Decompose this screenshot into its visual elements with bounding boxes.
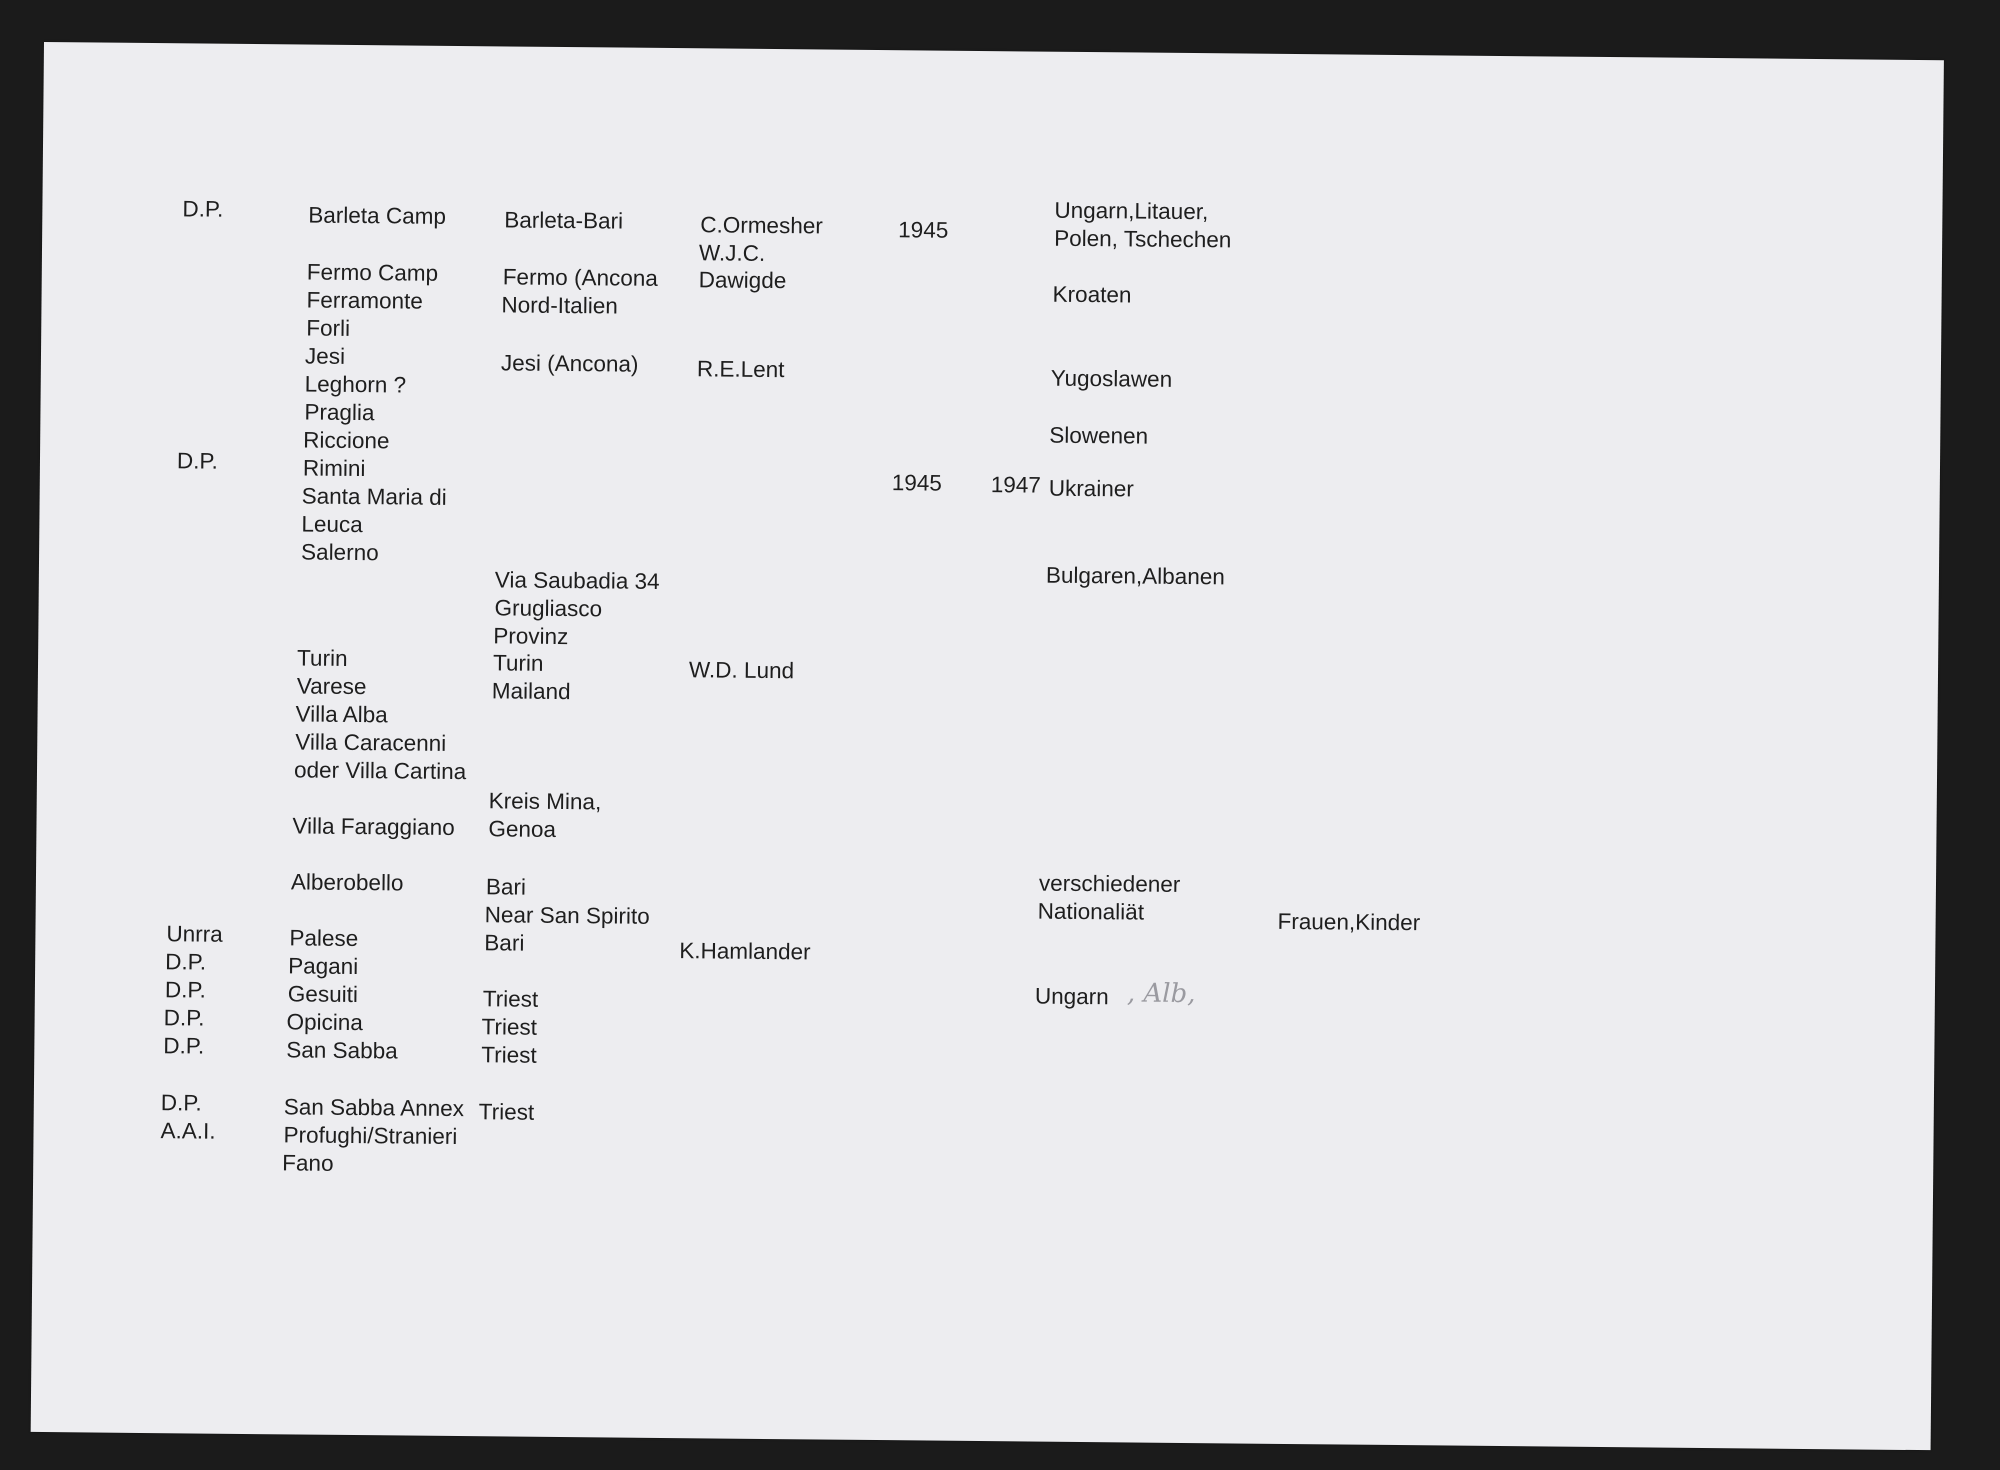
table-cell: Villa Faraggiano	[292, 813, 455, 840]
table-cell: Bari	[485, 874, 527, 900]
table-cell: C.Ormesher	[700, 212, 823, 239]
table-cell: verschiedener	[1038, 870, 1181, 897]
table-cell: Unrra	[166, 921, 223, 947]
table-cell: Turin	[492, 650, 544, 676]
table-cell: Opicina	[286, 1009, 364, 1036]
table-cell: D.P.	[165, 949, 207, 975]
table-cell: Santa Maria di	[301, 483, 447, 510]
table-cell: Via Saubadia 34	[494, 567, 660, 594]
table-cell: Fano	[282, 1150, 334, 1176]
table-cell: Frauen,Kinder	[1277, 908, 1421, 936]
table-cell: A.A.I.	[160, 1118, 216, 1144]
table-cell: San Sabba	[286, 1037, 398, 1064]
table-cell: R.E.Lent	[696, 356, 785, 383]
table-cell: Barleta-Bari	[504, 207, 624, 234]
table-cell: Fermo (Ancona	[502, 264, 658, 291]
table-cell: 1945	[891, 470, 942, 496]
table-cell: Profughi/Stranieri	[283, 1122, 458, 1150]
table-cell: Triest	[478, 1099, 535, 1125]
table-cell: Mailand	[491, 678, 571, 705]
table-cell: Riccione	[303, 427, 390, 454]
table-cell: Genoa	[488, 816, 557, 842]
table-cell: Nationaliät	[1037, 898, 1145, 925]
table-cell: Leghorn ?	[304, 371, 407, 398]
table-cell: Kreis Mina,	[488, 788, 602, 815]
table-cell: Bulgaren,Albanen	[1045, 562, 1225, 590]
table-cell: Pagani	[288, 953, 359, 980]
table-cell: Fermo Camp	[306, 259, 439, 286]
table-cell: K.Hamlander	[679, 938, 811, 965]
table-cell: Polen, Tschechen	[1054, 225, 1232, 253]
table-cell: Palese	[289, 925, 359, 952]
table-cell: D.P.	[176, 448, 218, 474]
table-cell: Villa Caracenni	[295, 729, 447, 756]
table-cell: W.D. Lund	[688, 657, 795, 684]
table-cell: Praglia	[304, 399, 375, 426]
table-cell: Yugoslawen	[1050, 365, 1173, 392]
table-cell: Near San Spirito	[484, 902, 650, 929]
table-cell: Salerno	[300, 539, 379, 566]
table-cell: W.J.C.	[698, 240, 766, 266]
table-cell: Forli	[306, 315, 351, 341]
table-cell: Barleta Camp	[308, 202, 447, 229]
table-cell: Turin	[296, 645, 348, 671]
table-cell: Varese	[296, 673, 367, 700]
table-cell: D.P.	[182, 196, 224, 222]
table-cell: D.P.	[164, 977, 206, 1003]
table-cell: Alberobello	[290, 869, 404, 896]
table-cell: Kroaten	[1052, 281, 1132, 308]
table-cell: Ferramonte	[306, 287, 423, 314]
table-cell: 1947	[990, 472, 1041, 498]
table-cell: Ukrainer	[1048, 475, 1134, 502]
table-cell: Slowenen	[1049, 422, 1149, 449]
table-cell: Triest	[481, 1014, 538, 1040]
table-cell: Rimini	[302, 455, 366, 482]
table-cell: Ungarn	[1034, 983, 1109, 1010]
table-cell: Nord-Italien	[501, 292, 618, 319]
table-cell: Leuca	[301, 511, 363, 538]
table-cell: Bari	[484, 930, 525, 956]
table-cell: Grugliasco	[494, 595, 603, 622]
table-cell: D.P.	[163, 1033, 205, 1059]
table-cell: oder Villa Cartina	[293, 757, 467, 785]
table-cell: Gesuiti	[287, 981, 359, 1008]
table-cell: D.P.	[160, 1090, 202, 1116]
table-cell: Ungarn,Litauer,	[1054, 197, 1209, 225]
table-cell: Jesi (Ancona)	[500, 350, 639, 377]
table-cell: Triest	[481, 1042, 537, 1068]
table-cell: San Sabba Annex	[283, 1094, 465, 1122]
table-cell: Jesi	[304, 343, 346, 369]
table-cell: D.P.	[163, 1005, 205, 1031]
table-cell: Provinz	[493, 623, 569, 650]
document-table	[44, 42, 1944, 1176]
handwritten-annotation: , Alb,	[1126, 978, 1196, 1010]
table-cell: Villa Alba	[295, 701, 388, 728]
document-page	[31, 42, 1944, 1450]
table-cell: Triest	[482, 986, 539, 1012]
table-cell: 1945	[898, 217, 949, 243]
table-cell: Dawigde	[698, 267, 787, 294]
